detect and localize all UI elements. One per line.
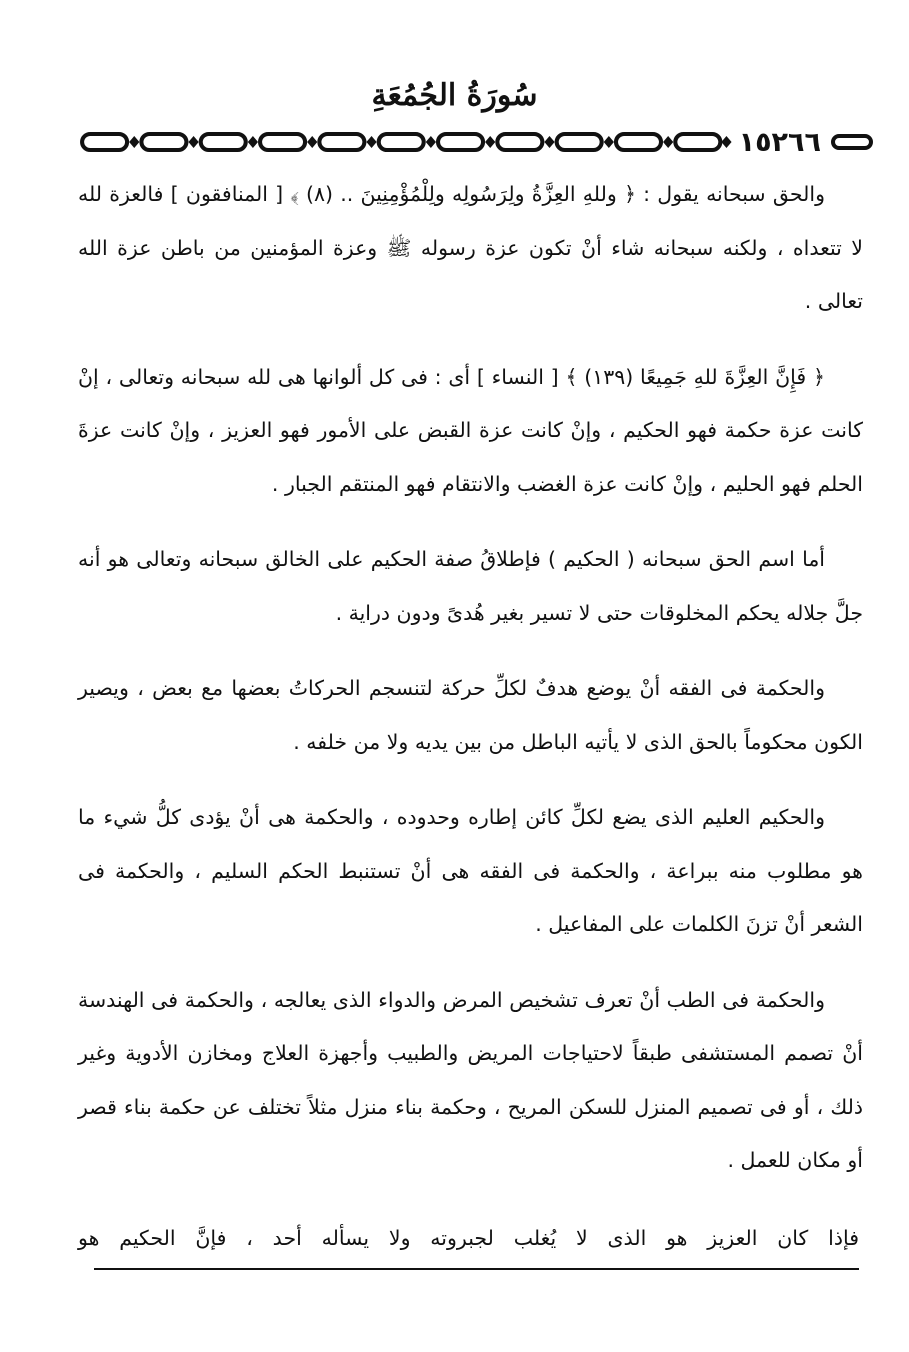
- paragraph: والحكمة فى الفقه أنْ يوضع هدفٌ لكلِّ حركة لتنسجم الحركاتُ بعضها مع بعض ، ويصير الكون محكوماً بالحق الذى لا يأتيه الباطل من بين يديه ولا من خلفه .: [78, 676, 863, 754]
- body-text: [78, 168, 863, 1210]
- chain-ornament-icon: [78, 124, 733, 160]
- surah-title: سُورَةُ الجُمُعَةِ: [371, 78, 538, 113]
- paragraph: ﴿ فَإِنَّ العِزَّةَ للهِ جَمِيعًا (١٣٩) ﴾ [ النساء ] أى : فى كل ألوانها هى لله سبحانه وتعالى ، إنْ كانت عزة حكمة فهو الحكيم ، وإنْ كانت عزة القبض على الأمور فهو العزيز ، وإنْ كانت عزةَ الحلم فهو الحليم ، وإنْ كانت عزة الغضب والانتقام فهو المنتقم الجبار .: [78, 364, 863, 496]
- paragraph: والحكيم العليم الذى يضع لكلِّ كائن إطاره وحدوده ، والحكمة هى أنْ يؤدى كلُّ شيء ما هو مطلوب منه ببراعة ، والحكمة فى الفقه هى أنْ تستنبط الحكم السليم ، والحكمة فى الشعر أنْ تزنَ الكلمات على المفاعيل .: [78, 805, 863, 936]
- continuation-line: فإذا كان العزيز هو الذى لا يُغلب لجبروته ولا يسأله أحد ، فإنَّ الحكيم هو: [78, 1226, 859, 1250]
- footer-rule: [94, 1268, 859, 1270]
- paragraph: والحكمة فى الطب أنْ تعرف تشخيص المرض والدواء الذى يعالجه ، والحكمة فى الهندسة أنْ تصمم المستشفى طبقاً لاحتياجات المريض والطبيب وأجهزة العلاج ومخازن الأدوية وغير ذلك ، أو فى تصميم المنزل للسكن المريح ، وحكمة بناء منزل مثلاً تختلف عن حكمة بناء قصر أو مكان للعمل .: [78, 987, 863, 1172]
- page-number: ١٥٢٦٦: [738, 126, 821, 158]
- header-ornament-band: [78, 124, 873, 160]
- paragraph: أما اسم الحق سبحانه ( الحكيم ) فإطلاقُ صفة الحكيم على الخالق سبحانه وتعالى هو أنه جلَّ جلاله يحكم المخلوقات حتى لا تسير بغير هُدىً ودون دراية .: [78, 547, 863, 625]
- paragraph: والحق سبحانه يقول : ﴿ وللهِ العِزَّةُ ولِرَسُولِه ولِلْمُؤْمِنِينَ .. (٨) ﴾ [ المنافقون ] فالعزة لله لا تتعداه ، ولكنه سبحانه شاء أنْ تكون عزة رسوله ﷺ وعزة المؤمنين من باطن عزة الله تعالى .: [78, 182, 863, 313]
- ornament-end-icon: [831, 134, 873, 150]
